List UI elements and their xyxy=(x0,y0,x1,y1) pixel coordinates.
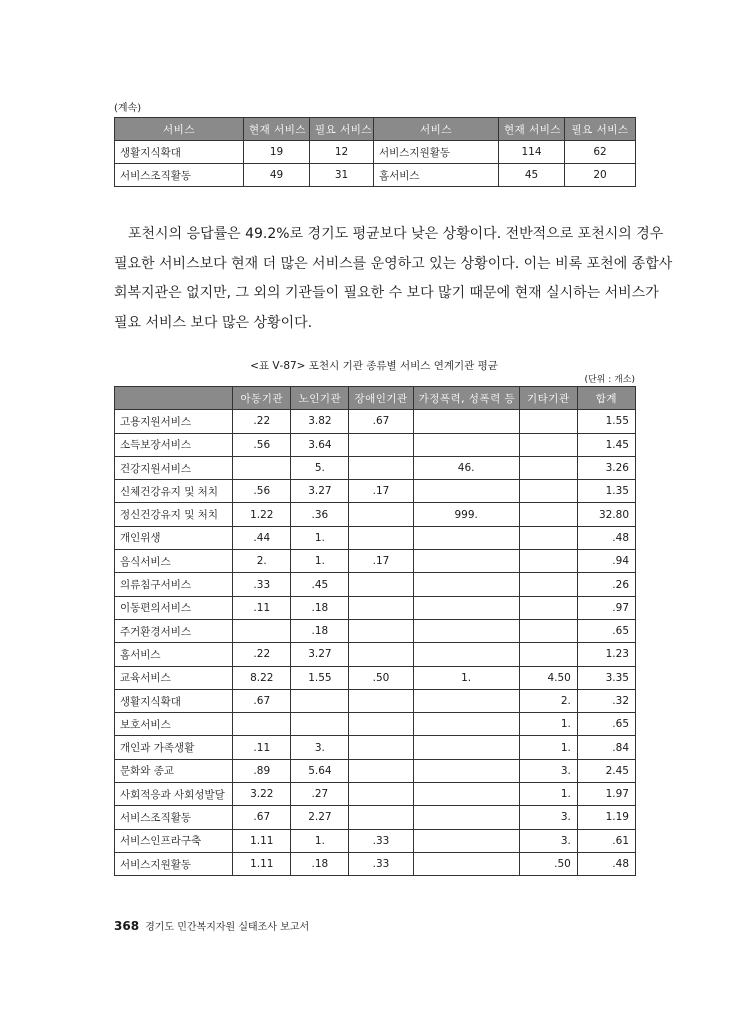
table-cell xyxy=(413,526,519,549)
table-cell: .45 xyxy=(291,573,349,596)
row-label: 서비스조직활동 xyxy=(115,164,244,187)
table-cell: .67 xyxy=(233,689,291,712)
table-cell: 3.64 xyxy=(291,433,349,456)
table-cell: 1. xyxy=(519,783,577,806)
table-cell xyxy=(349,713,413,736)
row-label: 이동편의서비스 xyxy=(115,596,233,619)
table-cell: 1.35 xyxy=(577,480,635,503)
table-cell: .67 xyxy=(349,410,413,433)
table-cell: 8.22 xyxy=(233,666,291,689)
table-cell xyxy=(519,550,577,573)
page-number: 368 xyxy=(114,919,140,933)
table-cell xyxy=(413,759,519,782)
table-cell xyxy=(519,573,577,596)
table-cell: 2. xyxy=(519,689,577,712)
table-cell: 3. xyxy=(519,759,577,782)
table-cell: .65 xyxy=(577,713,635,736)
table-cell: 2.27 xyxy=(291,806,349,829)
table-cell: .67 xyxy=(233,806,291,829)
table-row xyxy=(115,806,636,829)
table-cell xyxy=(413,410,519,433)
row-label: 정신건강유지 및 처치 xyxy=(115,503,233,526)
table-row xyxy=(115,550,636,573)
paragraph-line: 포천시의 응답률은 49.2%로 경기도 평균보다 낮은 상황이다. 전반적으로 포천시의 경우 xyxy=(128,226,664,242)
table-caption: <표 Ⅴ-87> 포천시 기관 종류별 서비스 연계기관 평균 xyxy=(250,360,498,372)
table-cell xyxy=(413,596,519,619)
table-cell: 999. xyxy=(413,503,519,526)
table-cell: .22 xyxy=(233,643,291,666)
table-cell: 31 xyxy=(310,164,374,187)
table-cell xyxy=(349,573,413,596)
column-header: 합계 xyxy=(577,387,635,410)
table-cell: .56 xyxy=(233,480,291,503)
column-header xyxy=(115,387,233,410)
table-cell: .33 xyxy=(349,829,413,852)
table-row xyxy=(115,526,636,549)
row-label: 신체건강유지 및 처치 xyxy=(115,480,233,503)
table-row xyxy=(115,410,636,433)
table-row xyxy=(115,573,636,596)
table-cell xyxy=(413,480,519,503)
row-label: 사회적응과 사회성발달 xyxy=(115,783,233,806)
table-cell xyxy=(349,503,413,526)
table-cell: 20 xyxy=(565,164,636,187)
table-cell: 3. xyxy=(519,806,577,829)
report-title: 경기도 민간복지자원 실태조사 보고서 xyxy=(145,922,310,933)
table-cell: 3.26 xyxy=(577,456,635,479)
column-header: 현재 서비스 xyxy=(499,118,565,141)
table-row xyxy=(115,852,636,875)
table-cell: .33 xyxy=(233,573,291,596)
table-row xyxy=(115,643,636,666)
table-cell xyxy=(519,480,577,503)
row-label: 문화와 종교 xyxy=(115,759,233,782)
table-cell xyxy=(349,619,413,642)
table-cell xyxy=(413,829,519,852)
table-cell: .56 xyxy=(233,433,291,456)
table-cell: .22 xyxy=(233,410,291,433)
table-cell: 49 xyxy=(244,164,310,187)
table-row xyxy=(115,141,636,164)
table-cell: .48 xyxy=(577,526,635,549)
table-cell xyxy=(291,689,349,712)
table-cell xyxy=(233,619,291,642)
table-cell: .44 xyxy=(233,526,291,549)
table-cell: .89 xyxy=(233,759,291,782)
table-row xyxy=(115,164,636,187)
table-cell: .33 xyxy=(349,852,413,875)
body-paragraph xyxy=(114,220,673,338)
table-cell: .65 xyxy=(577,619,635,642)
table-cell xyxy=(413,783,519,806)
table-cell xyxy=(349,783,413,806)
row-label: 교육서비스 xyxy=(115,666,233,689)
column-header: 필요 서비스 xyxy=(310,118,374,141)
column-header: 아동기관 xyxy=(233,387,291,410)
table-cell xyxy=(413,806,519,829)
paragraph-line: 회복지관은 없지만, 그 외의 기관들이 필요한 수 보다 많기 때문에 현재 실시하는 서비스가 xyxy=(114,285,659,301)
table-cell: .61 xyxy=(577,829,635,852)
table-row xyxy=(115,596,636,619)
row-label: 생활지식확대 xyxy=(115,689,233,712)
table-cell xyxy=(519,643,577,666)
table-cell xyxy=(413,689,519,712)
table-cell xyxy=(519,596,577,619)
table-cell: 3.27 xyxy=(291,480,349,503)
table-cell xyxy=(349,643,413,666)
table-cell: 19 xyxy=(244,141,310,164)
table-cell xyxy=(413,433,519,456)
table-cell: 46. xyxy=(413,456,519,479)
table-cell: .18 xyxy=(291,619,349,642)
table-row xyxy=(115,433,636,456)
services-summary-table xyxy=(114,117,636,187)
table-cell: .48 xyxy=(577,852,635,875)
row-label: 서비스조직활동 xyxy=(115,806,233,829)
table-row xyxy=(115,759,636,782)
table-cell: 1.45 xyxy=(577,433,635,456)
table-cell: 5. xyxy=(291,456,349,479)
table-cell: 1.23 xyxy=(577,643,635,666)
table-cell: 3.82 xyxy=(291,410,349,433)
row-label: 홈서비스 xyxy=(115,643,233,666)
table-cell: 1.55 xyxy=(291,666,349,689)
table-cell: .32 xyxy=(577,689,635,712)
table-cell: .17 xyxy=(349,550,413,573)
column-header: 노인기관 xyxy=(291,387,349,410)
row-label: 생활지식확대 xyxy=(115,141,244,164)
table-cell: 3.27 xyxy=(291,643,349,666)
column-header: 서비스 xyxy=(115,118,244,141)
table-cell: 1.55 xyxy=(577,410,635,433)
continued-label: (계속) xyxy=(114,103,142,114)
table-cell xyxy=(349,736,413,759)
row-label: 서비스인프라구축 xyxy=(115,829,233,852)
column-header: 서비스 xyxy=(374,118,499,141)
row-label: 개인과 가족생활 xyxy=(115,736,233,759)
table-row xyxy=(115,829,636,852)
table-row xyxy=(115,456,636,479)
column-header: 현재 서비스 xyxy=(244,118,310,141)
column-header: 가정폭력, 성폭력 등 xyxy=(413,387,519,410)
table-cell: 2. xyxy=(233,550,291,573)
row-label: 주거환경서비스 xyxy=(115,619,233,642)
table-cell xyxy=(349,689,413,712)
table-cell: 3. xyxy=(519,829,577,852)
table-cell: 1. xyxy=(519,736,577,759)
table-cell: 3.22 xyxy=(233,783,291,806)
table-cell xyxy=(519,410,577,433)
table-cell xyxy=(413,736,519,759)
table-cell: 2.45 xyxy=(577,759,635,782)
table-cell xyxy=(519,526,577,549)
table-cell: .94 xyxy=(577,550,635,573)
table-cell xyxy=(413,713,519,736)
agency-type-service-table xyxy=(114,386,636,876)
table-cell: 1. xyxy=(291,526,349,549)
table-cell xyxy=(349,433,413,456)
table-cell: .84 xyxy=(577,736,635,759)
table-cell: .17 xyxy=(349,480,413,503)
row-label: 홈서비스 xyxy=(374,164,499,187)
table-cell: 1.19 xyxy=(577,806,635,829)
table-row xyxy=(115,689,636,712)
row-label: 서비스지원활동 xyxy=(115,852,233,875)
table-cell xyxy=(233,713,291,736)
table-cell: 3.35 xyxy=(577,666,635,689)
page-footer xyxy=(114,918,309,933)
table-cell: 32.80 xyxy=(577,503,635,526)
table-cell: 1. xyxy=(291,829,349,852)
table-cell: 1. xyxy=(413,666,519,689)
table-cell: .50 xyxy=(349,666,413,689)
table-cell xyxy=(413,852,519,875)
table-cell xyxy=(519,456,577,479)
table-row xyxy=(115,503,636,526)
row-label: 고용지원서비스 xyxy=(115,410,233,433)
table-header-row xyxy=(115,118,636,141)
table-cell: 12 xyxy=(310,141,374,164)
table-cell xyxy=(519,433,577,456)
table-cell xyxy=(413,550,519,573)
table-row xyxy=(115,713,636,736)
table-unit: (단위 : 개소) xyxy=(584,375,635,385)
table-cell: .27 xyxy=(291,783,349,806)
table-cell xyxy=(413,619,519,642)
table-row xyxy=(115,736,636,759)
column-header: 기타기관 xyxy=(519,387,577,410)
row-label: 보호서비스 xyxy=(115,713,233,736)
table-cell xyxy=(291,713,349,736)
table-cell xyxy=(413,573,519,596)
column-header: 장애인기관 xyxy=(349,387,413,410)
table-cell: .11 xyxy=(233,736,291,759)
table-row xyxy=(115,619,636,642)
table-row xyxy=(115,666,636,689)
table-row xyxy=(115,783,636,806)
table-cell xyxy=(349,456,413,479)
table-cell: .18 xyxy=(291,852,349,875)
table-cell: 62 xyxy=(565,141,636,164)
column-header: 필요 서비스 xyxy=(565,118,636,141)
table-cell xyxy=(349,806,413,829)
table-cell: 1.11 xyxy=(233,852,291,875)
table-cell: 1.11 xyxy=(233,829,291,852)
paragraph-line: 필요 서비스 보다 많은 상황이다. xyxy=(114,314,313,331)
table-cell xyxy=(413,643,519,666)
table-header-row xyxy=(115,387,636,410)
table-cell xyxy=(519,503,577,526)
table-cell: 4.50 xyxy=(519,666,577,689)
table-row xyxy=(115,480,636,503)
table-cell xyxy=(349,596,413,619)
row-label: 소득보장서비스 xyxy=(115,433,233,456)
paragraph-line: 필요한 서비스보다 현재 더 많은 서비스를 운영하고 있는 상황이다. 이는 비록 포천에 종합사 xyxy=(114,255,673,272)
table-cell xyxy=(349,759,413,782)
row-label: 의류침구서비스 xyxy=(115,573,233,596)
table-cell xyxy=(519,619,577,642)
table-cell: .36 xyxy=(291,503,349,526)
table-cell xyxy=(349,526,413,549)
row-label: 서비스지원활동 xyxy=(374,141,499,164)
table-cell: .50 xyxy=(519,852,577,875)
row-label: 음식서비스 xyxy=(115,550,233,573)
table-cell: .11 xyxy=(233,596,291,619)
table-cell: 1. xyxy=(519,713,577,736)
table-cell: 114 xyxy=(499,141,565,164)
table-cell: .97 xyxy=(577,596,635,619)
row-label: 건강지원서비스 xyxy=(115,456,233,479)
table-cell: 5.64 xyxy=(291,759,349,782)
table-cell: .18 xyxy=(291,596,349,619)
row-label: 개인위생 xyxy=(115,526,233,549)
table-cell xyxy=(233,456,291,479)
table-cell: 1.97 xyxy=(577,783,635,806)
table-cell: 45 xyxy=(499,164,565,187)
table-cell: .26 xyxy=(577,573,635,596)
table-cell: 1. xyxy=(291,550,349,573)
table-cell: 1.22 xyxy=(233,503,291,526)
table-cell: 3. xyxy=(291,736,349,759)
